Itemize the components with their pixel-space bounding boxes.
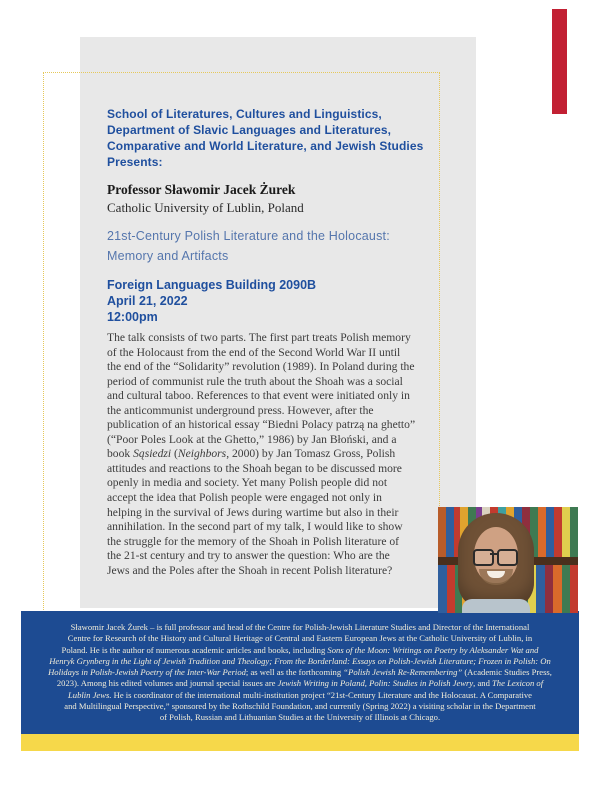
school-heading: School of Literatures, Cultures and Linguistics, Department of Slavic Languages and Literatures, Comparative and World Literature, and Jewish Studies Presents: bbox=[107, 107, 424, 169]
presenter-affiliation: Catholic University of Lublin, Poland bbox=[107, 200, 304, 215]
event-date: April 21, 2022 bbox=[107, 294, 188, 308]
glasses-right-lens bbox=[497, 549, 518, 566]
speaker-shirt bbox=[462, 599, 530, 613]
yellow-bar bbox=[21, 734, 579, 751]
presenter-name: Professor Sławomir Jacek Żurek bbox=[107, 182, 296, 197]
speaker-photo bbox=[438, 507, 578, 613]
event-time: 12:00pm bbox=[107, 310, 158, 324]
event-location: Foreign Languages Building 2090B bbox=[107, 278, 317, 292]
red-accent-bar bbox=[552, 9, 567, 114]
talk-title: 21st-Century Polish Literature and the Holocaust: Memory and Artifacts bbox=[107, 229, 390, 263]
event-details bbox=[107, 277, 447, 325]
talk-abstract: The talk consists of two parts. The first part treats Polish memory of the Holocaust from the end of the Second World War II until the end of the “Solidarity” revolution (1989). In Poland during the period of communist rule the truth about the Shoah was a social and cultural taboo. References to that event were initiated only in the anticommunist underground press. However, after the publication of an historical essay “Biedni Polacy patrzą na ghetto” (“Poor Poles Look at the Ghetto,” 1986) by Jan Błoński, and a book Sąsiedzi (Neighbors, 2000) by Jan Tomasz Gross, Polish attitudes and reactions to the Shoah began to be discussed more openly in media and society. Yet many Polish people did not accept the idea that Polish people were engaged not only in helping in the survival of Jews during wartime but also in their annihilation. In the second part of my talk, I would like to show the struggle for the memory of the Shoah in Polish literature of the 21-st century and try to answer the question: Who are the Jews and the Poles after the Shoah in recent Polish literature? bbox=[107, 331, 416, 577]
glasses-left-lens bbox=[473, 549, 494, 566]
glasses-bridge bbox=[490, 553, 498, 555]
bio-footer: Sławomir Jacek Żurek – is full professor and head of the Centre for Polish-Jewish Literature Studies and Director of the International Centre for Research of the History and Cultural Heritage of Central and Eastern European Jews at the Catholic University of Lublin, in Poland. He is the author of numerous academic articles and books, including Sons of the Moon: Writings on Poetry by Aleksander Wat and Henryk Grynberg in the Light of Jewish Tradition and Theology; From the Borderland: Essays on Polish-Jewish Literature; Frozen in Polish: On Holidays in Polish-Jewish Poetry of the Inter-War Period; as well as the forthcoming “Polish Jewish Re-Remembering” (Academic Studies Press, 2023). Among his edited volumes and journal special issues are Jewish Writing in Poland, Polin: Studies in Polish Jewry, and The Lexicon of Lublin Jews. He is coordinator of the international multi-institution project “21st-Century Literature and the Holocaust. A Comparative and Multilingual Perspective,” sponsored by the Rothschild Foundation, and currently (Spring 2022) a visiting scholar in the Department of Polish, Russian and Lithuanian Studies at the University of Illinois at Chicago. bbox=[21, 611, 579, 734]
